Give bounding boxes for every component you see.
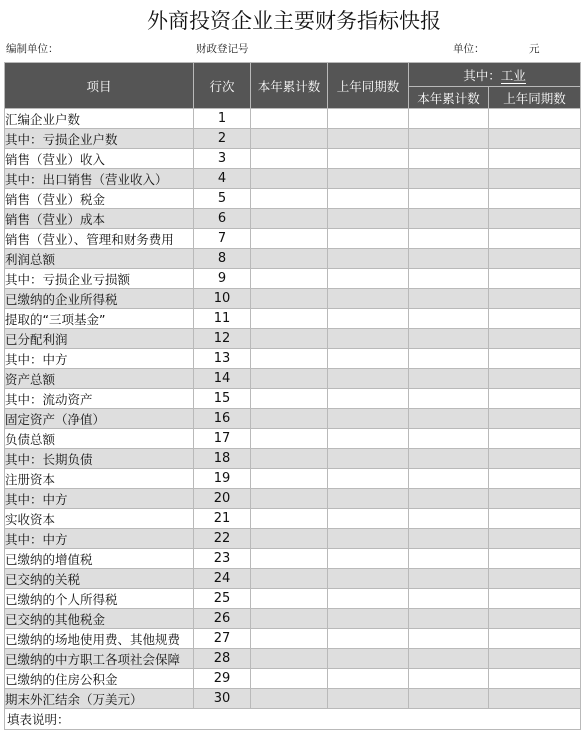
last-year-same-cell[interactable] (328, 249, 409, 269)
industry-last-year-same-cell[interactable] (489, 229, 581, 249)
row-number[interactable]: 2 (194, 129, 251, 149)
last-year-same-cell[interactable] (328, 209, 409, 229)
industry-last-year-same-cell[interactable] (489, 209, 581, 229)
industry-current-ytd-cell[interactable] (409, 389, 489, 409)
header-row-no: 行次 (194, 63, 251, 109)
row-number[interactable]: 12 (194, 329, 251, 349)
industry-current-ytd-cell[interactable] (409, 229, 489, 249)
current-ytd-cell[interactable] (251, 309, 328, 329)
table-row (5, 389, 581, 409)
row-number[interactable]: 9 (194, 269, 251, 289)
last-year-same-cell[interactable] (328, 229, 409, 249)
industry-current-ytd-cell[interactable] (409, 529, 489, 549)
row-number[interactable]: 13 (194, 349, 251, 369)
current-ytd-cell[interactable] (251, 229, 328, 249)
last-year-same-cell[interactable] (328, 169, 409, 189)
current-ytd-cell[interactable] (251, 669, 328, 689)
current-ytd-cell[interactable] (251, 609, 328, 629)
row-number[interactable]: 19 (194, 469, 251, 489)
industry-last-year-same-cell[interactable] (489, 389, 581, 409)
currency-unit-value: 元 (529, 43, 540, 55)
last-year-same-cell[interactable] (328, 409, 409, 429)
industry-last-year-same-cell[interactable] (489, 249, 581, 269)
last-year-same-cell[interactable] (328, 549, 409, 569)
row-item-name[interactable]: 其中：出口销售（营业收入） (5, 169, 194, 189)
header-current-ytd: 本年累计数 (251, 63, 328, 109)
last-year-same-cell[interactable] (328, 289, 409, 309)
industry-current-ytd-cell[interactable] (409, 409, 489, 429)
last-year-same-cell[interactable] (328, 609, 409, 629)
industry-last-year-same-cell[interactable] (489, 669, 581, 689)
row-item-name[interactable]: 销售（营业）收入 (5, 149, 194, 169)
industry-current-ytd-cell[interactable] (409, 109, 489, 129)
industry-current-ytd-cell[interactable] (409, 689, 489, 709)
row-item-name[interactable]: 注册资本 (5, 469, 194, 489)
industry-current-ytd-cell[interactable] (409, 129, 489, 149)
last-year-same-cell[interactable] (328, 589, 409, 609)
last-year-same-cell[interactable] (328, 649, 409, 669)
table-body (5, 109, 581, 730)
table-row (5, 129, 581, 149)
row-item-name[interactable]: 其中：中方 (5, 349, 194, 369)
last-year-same-cell[interactable] (328, 269, 409, 289)
table-row (5, 109, 581, 129)
industry-current-ytd-cell[interactable] (409, 669, 489, 689)
table-header (5, 63, 581, 109)
industry-current-ytd-cell[interactable] (409, 649, 489, 669)
report-title: 外商投资企业主要财务指标快报 (147, 9, 441, 33)
last-year-same-cell[interactable] (328, 109, 409, 129)
industry-current-ytd-cell[interactable] (409, 469, 489, 489)
industry-last-year-same-cell[interactable] (489, 489, 581, 509)
row-item-name[interactable]: 期末外汇结余（万美元） (5, 689, 194, 709)
table-row (5, 269, 581, 289)
industry-current-ytd-cell[interactable] (409, 329, 489, 349)
row-item-name[interactable]: 实收资本 (5, 509, 194, 529)
row-number[interactable]: 10 (194, 289, 251, 309)
row-item-name[interactable]: 提取的“三项基金” (5, 309, 194, 329)
industry-last-year-same-cell[interactable] (489, 349, 581, 369)
current-ytd-cell[interactable] (251, 629, 328, 649)
current-ytd-cell[interactable] (251, 129, 328, 149)
row-number[interactable]: 8 (194, 249, 251, 269)
current-ytd-cell[interactable] (251, 429, 328, 449)
row-number[interactable]: 14 (194, 369, 251, 389)
last-year-same-cell[interactable] (328, 469, 409, 489)
row-item-name[interactable]: 已缴纳的增值税 (5, 549, 194, 569)
industry-last-year-same-cell[interactable] (489, 369, 581, 389)
table-row (5, 569, 581, 589)
table-row (5, 149, 581, 169)
current-ytd-cell[interactable] (251, 369, 328, 389)
current-ytd-cell[interactable] (251, 389, 328, 409)
table-row (5, 469, 581, 489)
last-year-same-cell[interactable] (328, 349, 409, 369)
last-year-same-cell[interactable] (328, 369, 409, 389)
row-item-name[interactable]: 固定资产（净值） (5, 409, 194, 429)
industry-current-ytd-cell[interactable] (409, 569, 489, 589)
current-ytd-cell[interactable] (251, 269, 328, 289)
current-ytd-cell[interactable] (251, 549, 328, 569)
row-number[interactable]: 3 (194, 149, 251, 169)
industry-current-ytd-cell[interactable] (409, 189, 489, 209)
industry-last-year-same-cell[interactable] (489, 289, 581, 309)
industry-current-ytd-cell[interactable] (409, 289, 489, 309)
last-year-same-cell[interactable] (328, 669, 409, 689)
industry-current-ytd-cell[interactable] (409, 209, 489, 229)
industry-last-year-same-cell[interactable] (489, 529, 581, 549)
table-row (5, 329, 581, 349)
current-ytd-cell[interactable] (251, 589, 328, 609)
current-ytd-cell[interactable] (251, 649, 328, 669)
table-row (5, 289, 581, 309)
last-year-same-cell[interactable] (328, 449, 409, 469)
row-number[interactable]: 28 (194, 649, 251, 669)
row-item-name[interactable]: 销售（营业）、管理和财务费用 (5, 229, 194, 249)
industry-last-year-same-cell[interactable] (489, 189, 581, 209)
row-item-name[interactable]: 其中：亏损企业户数 (5, 129, 194, 149)
industry-current-ytd-cell[interactable] (409, 509, 489, 529)
header-item: 项目 (5, 63, 194, 109)
row-item-name[interactable]: 已分配利润 (5, 329, 194, 349)
last-year-same-cell[interactable] (328, 529, 409, 549)
row-item-name[interactable]: 其中：流动资产 (5, 389, 194, 409)
last-year-same-cell[interactable] (328, 129, 409, 149)
industry-last-year-same-cell[interactable] (489, 149, 581, 169)
row-number[interactable]: 5 (194, 189, 251, 209)
industry-current-ytd-cell[interactable] (409, 149, 489, 169)
last-year-same-cell[interactable] (328, 329, 409, 349)
table-row (5, 649, 581, 669)
current-ytd-cell[interactable] (251, 509, 328, 529)
note-row (5, 709, 581, 730)
industry-last-year-same-cell[interactable] (489, 409, 581, 429)
header-sub-last-year-same: 上年同期数 (489, 87, 581, 109)
industry-current-ytd-cell[interactable] (409, 249, 489, 269)
industry-current-ytd-cell[interactable] (409, 489, 489, 509)
table-row (5, 489, 581, 509)
current-ytd-cell[interactable] (251, 209, 328, 229)
current-ytd-cell[interactable] (251, 149, 328, 169)
table-row (5, 549, 581, 569)
table-row (5, 209, 581, 229)
header-last-year-same: 上年同期数 (328, 63, 409, 109)
row-number[interactable]: 17 (194, 429, 251, 449)
industry-last-year-same-cell[interactable] (489, 469, 581, 489)
row-number[interactable]: 1 (194, 109, 251, 129)
industry-last-year-same-cell[interactable] (489, 129, 581, 149)
row-item-name[interactable]: 负债总额 (5, 429, 194, 449)
last-year-same-cell[interactable] (328, 689, 409, 709)
finance-registration-label: 财政登记号 (196, 43, 249, 55)
row-number[interactable]: 29 (194, 669, 251, 689)
industry-last-year-same-cell[interactable] (489, 569, 581, 589)
table-row (5, 309, 581, 329)
current-ytd-cell[interactable] (251, 349, 328, 369)
header-group-name: 工业 (500, 67, 526, 83)
industry-last-year-same-cell[interactable] (489, 649, 581, 669)
currency-unit-label: 单位： (453, 43, 485, 55)
row-item-name[interactable]: 其中：长期负债 (5, 449, 194, 469)
table-row (5, 429, 581, 449)
row-item-name[interactable]: 销售（营业）成本 (5, 209, 194, 229)
table-row (5, 689, 581, 709)
current-ytd-cell[interactable] (251, 529, 328, 549)
current-ytd-cell[interactable] (251, 449, 328, 469)
indicator-table (4, 62, 581, 730)
row-number[interactable]: 16 (194, 409, 251, 429)
current-ytd-cell[interactable] (251, 689, 328, 709)
row-number[interactable]: 21 (194, 509, 251, 529)
industry-last-year-same-cell[interactable] (489, 689, 581, 709)
current-ytd-cell[interactable] (251, 109, 328, 129)
row-number[interactable]: 23 (194, 549, 251, 569)
table-row (5, 349, 581, 369)
row-number[interactable]: 11 (194, 309, 251, 329)
current-ytd-cell[interactable] (251, 489, 328, 509)
industry-last-year-same-cell[interactable] (489, 309, 581, 329)
last-year-same-cell[interactable] (328, 389, 409, 409)
row-number[interactable]: 4 (194, 169, 251, 189)
row-number[interactable]: 18 (194, 449, 251, 469)
current-ytd-cell[interactable] (251, 189, 328, 209)
current-ytd-cell[interactable] (251, 169, 328, 189)
row-item-name[interactable]: 已缴纳的企业所得税 (5, 289, 194, 309)
industry-current-ytd-cell[interactable] (409, 369, 489, 389)
table-row (5, 169, 581, 189)
industry-current-ytd-cell[interactable] (409, 429, 489, 449)
industry-current-ytd-cell[interactable] (409, 629, 489, 649)
industry-last-year-same-cell[interactable] (489, 329, 581, 349)
row-number[interactable]: 24 (194, 569, 251, 589)
row-item-name[interactable]: 其中：亏损企业亏损额 (5, 269, 194, 289)
table-row (5, 449, 581, 469)
last-year-same-cell[interactable] (328, 189, 409, 209)
industry-last-year-same-cell[interactable] (489, 509, 581, 529)
last-year-same-cell[interactable] (328, 509, 409, 529)
last-year-same-cell[interactable] (328, 309, 409, 329)
industry-current-ytd-cell[interactable] (409, 309, 489, 329)
compiling-unit-label: 编制单位： (6, 43, 59, 55)
row-item-name[interactable]: 已缴纳的中方职工各项社会保障 (5, 649, 194, 669)
row-number[interactable]: 26 (194, 609, 251, 629)
row-item-name[interactable]: 销售（营业）税金 (5, 189, 194, 209)
row-item-name[interactable]: 利润总额 (5, 249, 194, 269)
industry-current-ytd-cell[interactable] (409, 269, 489, 289)
row-number[interactable]: 15 (194, 389, 251, 409)
row-item-name[interactable]: 已缴纳的个人所得税 (5, 589, 194, 609)
last-year-same-cell[interactable] (328, 629, 409, 649)
row-number[interactable]: 7 (194, 229, 251, 249)
current-ytd-cell[interactable] (251, 469, 328, 489)
row-item-name[interactable]: 其中：中方 (5, 529, 194, 549)
row-number[interactable]: 20 (194, 489, 251, 509)
industry-last-year-same-cell[interactable] (489, 629, 581, 649)
header-sub-current-ytd: 本年累计数 (409, 87, 489, 109)
current-ytd-cell[interactable] (251, 289, 328, 309)
industry-last-year-same-cell[interactable] (489, 169, 581, 189)
last-year-same-cell[interactable] (328, 429, 409, 449)
table-row (5, 369, 581, 389)
industry-last-year-same-cell[interactable] (489, 109, 581, 129)
table-row (5, 529, 581, 549)
industry-current-ytd-cell[interactable] (409, 449, 489, 469)
industry-current-ytd-cell[interactable] (409, 169, 489, 189)
industry-last-year-same-cell[interactable] (489, 269, 581, 289)
table-row (5, 609, 581, 629)
industry-current-ytd-cell[interactable] (409, 349, 489, 369)
current-ytd-cell[interactable] (251, 569, 328, 589)
row-item-name[interactable]: 其中：中方 (5, 489, 194, 509)
row-item-name[interactable]: 已交纳的其他税金 (5, 609, 194, 629)
current-ytd-cell[interactable] (251, 249, 328, 269)
industry-last-year-same-cell[interactable] (489, 449, 581, 469)
industry-last-year-same-cell[interactable] (489, 429, 581, 449)
table-row (5, 409, 581, 429)
table-row (5, 629, 581, 649)
table-row (5, 229, 581, 249)
current-ytd-cell[interactable] (251, 329, 328, 349)
row-item-name[interactable]: 资产总额 (5, 369, 194, 389)
current-ytd-cell[interactable] (251, 409, 328, 429)
row-number[interactable]: 22 (194, 529, 251, 549)
industry-last-year-same-cell[interactable] (489, 609, 581, 629)
table-row (5, 589, 581, 609)
table-row (5, 189, 581, 209)
industry-last-year-same-cell[interactable] (489, 549, 581, 569)
industry-current-ytd-cell[interactable] (409, 589, 489, 609)
last-year-same-cell[interactable] (328, 569, 409, 589)
row-number[interactable]: 27 (194, 629, 251, 649)
row-number[interactable]: 30 (194, 689, 251, 709)
last-year-same-cell[interactable] (328, 489, 409, 509)
industry-current-ytd-cell[interactable] (409, 549, 489, 569)
row-item-name[interactable]: 已缴纳的场地使用费、其他规费 (5, 629, 194, 649)
header-group-prefix: 其中： (463, 67, 501, 83)
header-group (409, 63, 581, 87)
table-row (5, 249, 581, 269)
fill-instructions-label[interactable]: 填表说明： (5, 709, 581, 730)
table-row (5, 509, 581, 529)
row-item-name[interactable]: 汇编企业户数 (5, 109, 194, 129)
industry-current-ytd-cell[interactable] (409, 609, 489, 629)
table-row (5, 669, 581, 689)
last-year-same-cell[interactable] (328, 149, 409, 169)
row-item-name[interactable]: 已交纳的关税 (5, 569, 194, 589)
row-number[interactable]: 25 (194, 589, 251, 609)
row-item-name[interactable]: 已缴纳的住房公积金 (5, 669, 194, 689)
row-number[interactable]: 6 (194, 209, 251, 229)
industry-last-year-same-cell[interactable] (489, 589, 581, 609)
